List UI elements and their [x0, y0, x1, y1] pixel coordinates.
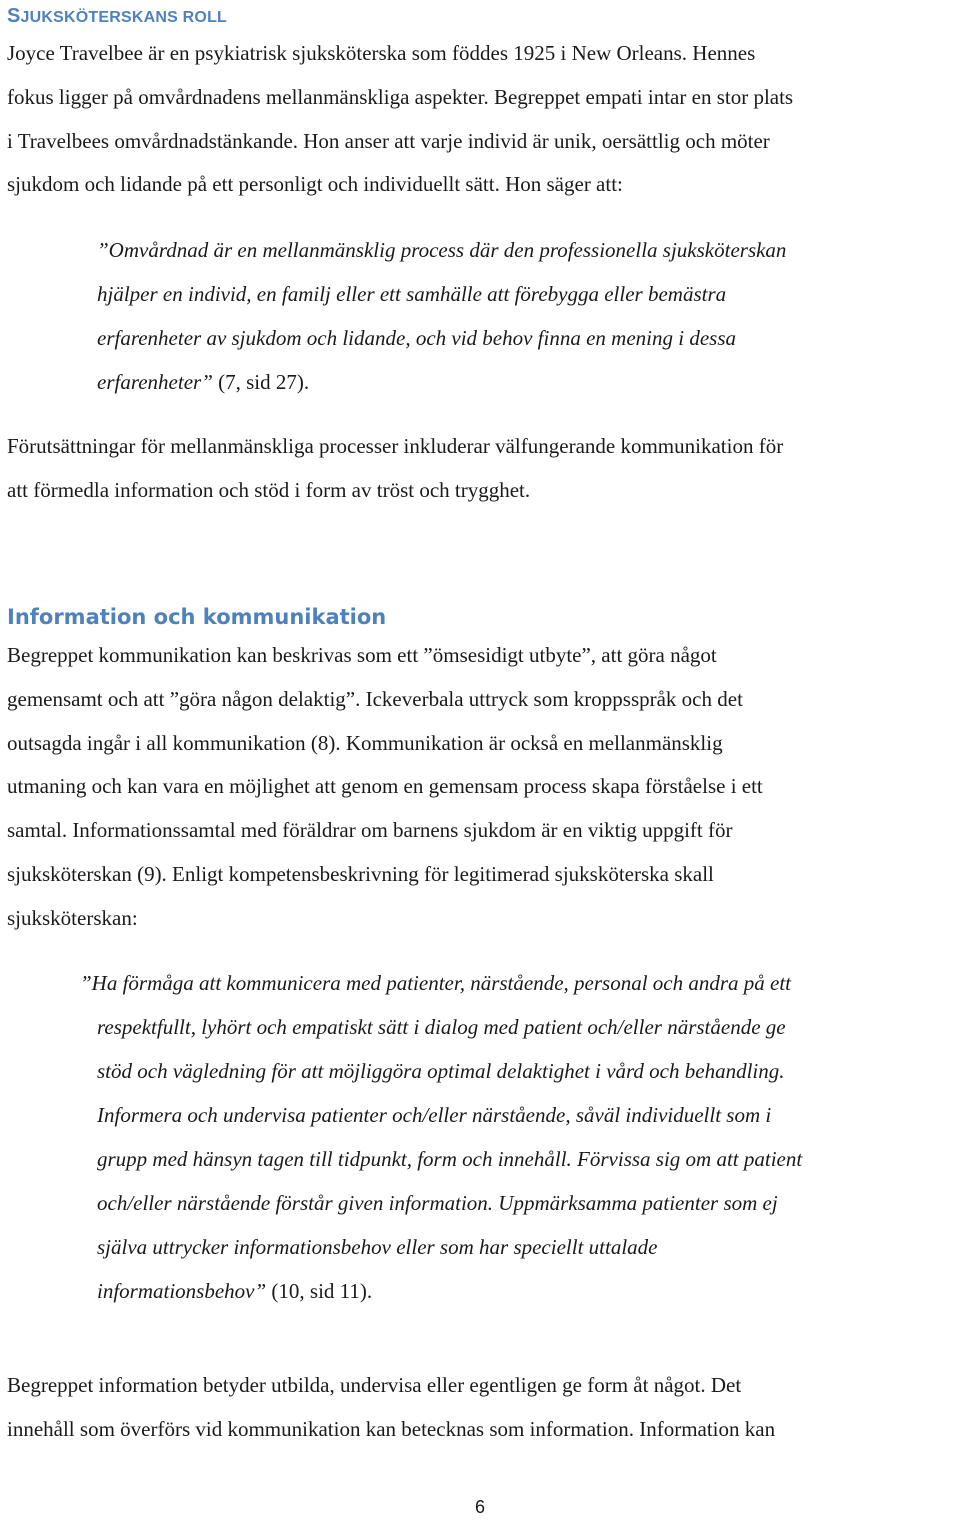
text-line: samtal. Informationssamtal med föräldrar om barnens sjukdom är en viktig uppgift för [7, 818, 733, 843]
quote-line: hjälper en individ, en familj eller ett samhälle att förebygga eller bemästra [97, 282, 727, 306]
quote-line: och/eller närstående förstår given information. Uppmärksamma patienter som ej [97, 1191, 778, 1215]
text-line: sjukdom och lidande på ett personligt och individuellt sätt. Hon säger att: [7, 172, 623, 197]
quote-line: erfarenheter av sjukdom och lidande, och vid behov finna en mening i dessa [97, 326, 736, 350]
paragraph-forutsattningar [7, 425, 957, 513]
heading-rest: JUKSKÖTERSKANS ROLL [20, 9, 228, 26]
quote-line: själva uttrycker informationsbehov eller som har speciellt uttalade [97, 1235, 658, 1259]
section-heading-information: Information och kommunikation [7, 605, 387, 629]
paragraph-travelbee [7, 32, 957, 207]
text-line: gemensamt och att ”göra någon delaktig”. Ickeverbala uttryck som kroppsspråk och det [7, 686, 743, 711]
paragraph-information [7, 1364, 957, 1452]
quote-line: ”Omvårdnad är en mellanmänsklig process där den professionella sjuksköterskan [97, 238, 787, 262]
text-line: Begreppet kommunikation kan beskrivas som ett ”ömsesidigt utbyte”, att göra något [7, 643, 717, 667]
quote-line-end: informationsbehov” [97, 1279, 267, 1303]
text-line: sjuksköterskan (9). Enligt kompetensbeskrivning för legitimerad sjuksköterska skall [7, 861, 714, 886]
text-line: innehåll som överförs vid kommunikation kan betecknas som information. Information kan [7, 1416, 776, 1441]
quote-line: grupp med hänsyn tagen till tidpunkt, form och innehåll. Förvissa sig om att patient [97, 1147, 803, 1171]
quote-line: Informera och undervisa patienter och/eller närstående, såväl individuellt som i [97, 1103, 772, 1127]
quote-line: stöd och vägledning för att möjliggöra optimal delaktighet i vård och behandling. [97, 1059, 785, 1083]
quote-line: ”Ha förmåga att kommunicera med patienter, närstående, personal och andra på ett [80, 971, 792, 995]
text-line: utmaning och kan vara en möjlighet att genom en gemensam process skapa förståelse i ett [7, 774, 763, 799]
citation: (10, sid 11). [266, 1279, 373, 1303]
text-line: sjuksköterskan: [7, 905, 138, 930]
page-number: 6 [474, 1497, 485, 1517]
section-heading-sjukskoterskans-roll [7, 5, 227, 28]
text-line: Joyce Travelbee är en psykiatrisk sjuksköterska som föddes 1925 i New Orleans. Hennes [7, 41, 756, 65]
heading-initial: S [7, 5, 21, 27]
text-line: Förutsättningar för mellanmänskliga processer inkluderar välfungerande kommunikation för [7, 434, 784, 458]
block-quote-travelbee [97, 228, 957, 404]
paragraph-kommunikation [7, 634, 957, 941]
text-line: outsagda ingår i all kommunikation (8). Kommunikation är också en mellanmänsklig [7, 730, 723, 755]
quote-line-end: erfarenheter” [97, 370, 213, 394]
text-line: i Travelbees omvårdnadstänkande. Hon anser att varje individ är unik, oersättlig och möter [7, 128, 770, 153]
citation: (7, sid 27). [212, 370, 310, 394]
text-line: Begreppet information betyder utbilda, undervisa eller egentligen ge form åt något. Det [7, 1373, 742, 1397]
block-quote-kompetens [80, 961, 940, 1313]
text-line: att förmedla information och stöd i form av tröst och trygghet. [7, 477, 531, 502]
quote-line: respektfullt, lyhört och empatiskt sätt i dialog med patient och/eller närstående ge [97, 1015, 786, 1039]
text-line: fokus ligger på omvårdnadens mellanmänskliga aspekter. Begreppet empati intar en stor plats [7, 84, 794, 109]
